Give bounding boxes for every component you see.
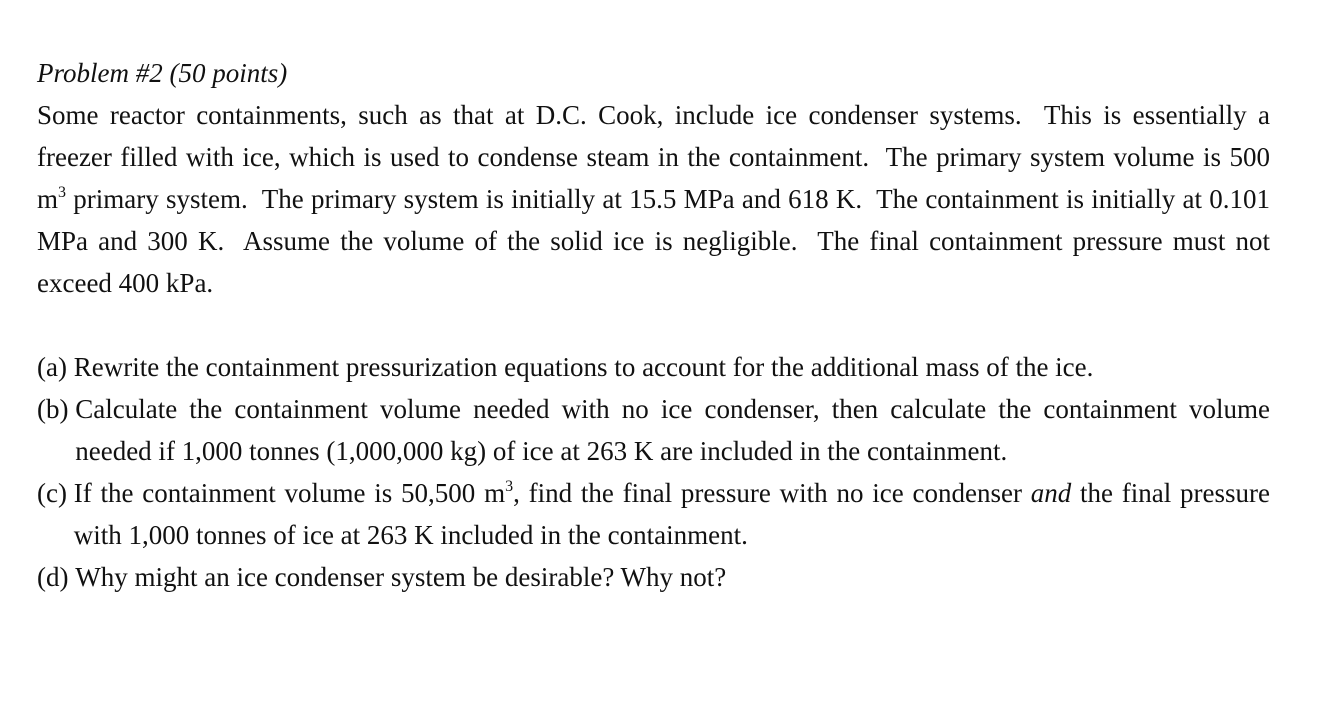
statement-sentence-5: The containment is initially at 0.101 MPa and 300 K.	[37, 184, 1270, 256]
problem-document	[37, 52, 1270, 598]
statement-sentence-3-start: The primary system volume is 500 m	[37, 142, 1270, 214]
part-c-label: (c)	[37, 478, 67, 508]
statement-sentence-7: The final containment pressure must not exceed 400 kPa.	[37, 226, 1270, 298]
part-a-label: (a)	[37, 352, 67, 382]
part-c-volume-exponent: 3	[505, 478, 514, 495]
part-b-label: (b)	[37, 394, 69, 424]
problem-title: Problem #2 (50 points)	[37, 58, 288, 88]
statement-sentence-3-end: primary system.	[66, 184, 248, 214]
part-b	[37, 388, 1270, 472]
statement-sentence-4: The primary system is initially at 15.5 MPa and 618 K.	[261, 184, 863, 214]
part-c-text	[74, 472, 1270, 556]
part-c-text-middle: , find the final pressure with no ice condenser	[513, 478, 1031, 508]
part-c	[37, 472, 1270, 556]
section-spacer	[37, 304, 1270, 346]
problem-parts-list	[37, 346, 1270, 598]
part-d-text: Why might an ice condenser system be desirable? Why not?	[75, 562, 727, 592]
part-a-text: Rewrite the containment pressurization equations to account for the additional mass of the ice.	[73, 352, 1094, 382]
part-c-emphasis: and	[1030, 478, 1072, 508]
statement-sentence-2: This is essentially a freezer filled with ice, which is used to condense steam in the containment.	[37, 100, 1271, 172]
statement-sentence-1: Some reactor containments, such as that at D.C. Cook, include ice condenser systems.	[37, 100, 1022, 130]
part-c-text-start: If the containment volume is 50,500 m	[73, 478, 506, 508]
part-b-text: Calculate the containment volume needed with no ice condenser, then calculate the containment volume needed if 1,000 tonnes (1,000,000 kg) of ice at 263 K are included in the containment.	[75, 394, 1270, 466]
problem-statement	[37, 94, 1270, 304]
part-d-label: (d)	[37, 562, 69, 592]
part-d	[37, 556, 1270, 598]
statement-sentence-6: Assume the volume of the solid ice is negligible.	[243, 226, 798, 256]
volume-unit-exponent: 3	[58, 184, 67, 201]
part-a	[37, 346, 1270, 388]
part-c-text-end: the final pressure with 1,000 tonnes of ice at 263 K included in the containment.	[73, 478, 1270, 550]
